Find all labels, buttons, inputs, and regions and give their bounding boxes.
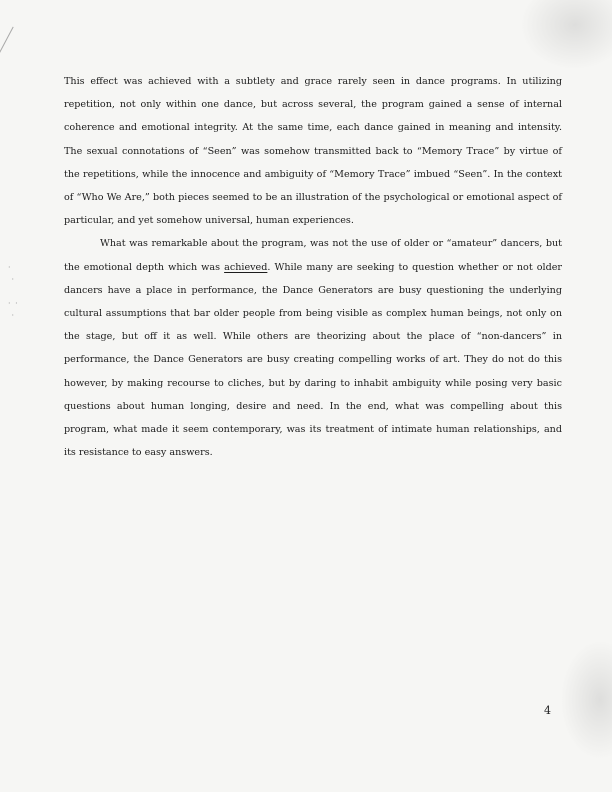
underlined-word: achieved: [224, 261, 268, 273]
bleed-through-block: [60, 452, 560, 469]
bleed-through-text: [60, 452, 560, 469]
scan-artifact-line: [0, 27, 14, 63]
paragraph-text: What was remarkable about the program, was not the use of older or “amateur” dancers, but the emotional depth which was: [64, 238, 562, 273]
margin-marks: · · · · ·: [8, 263, 19, 320]
paragraph-text: . While many are seeking to question whether or not older dancers have a place in performance, the Dance Generators are busy questioning the underlying cultural assumptions that bar older people from being visible as complex human beings, not only on the stage, but off it as well. While others are theorizing about the place of “non-dancers” in performance, the Dance Generators are busy creating compelling works of art. They do not do this however, by making recourse to cliches, but by daring to inhabit ambiguity while posing very basic questions about human longing, desire and need. In the end, what was compelling about this program, what made it seem contemporary, was its treatment of intimate human relationships, and its resistance to easy answers.: [64, 261, 562, 459]
scan-smudge: [520, 0, 612, 70]
paragraph: [64, 232, 562, 464]
paragraph: This effect was achieved with a subtlety and grace rarely seen in dance programs. In utilizing repetition, not only within one dance, but across several, the program gained a sense of internal coherence and emotional integrity. At the same time, each dance gained in meaning and intensity. The sexual connotations of “Seen” was somehow transmitted back to “Memory Trace” by virtue of the repetitions, while the innocence and ambiguity of “Memory Trace” imbued “Seen”. In the context of “Who We Are,” both pieces seemed to be an illustration of the psychological or emotional aspect of particular, and yet somehow universal, human experiences.: [64, 76, 562, 227]
body-text: [64, 70, 562, 464]
page-number: 4: [544, 704, 551, 717]
scan-smudge: [560, 640, 612, 760]
